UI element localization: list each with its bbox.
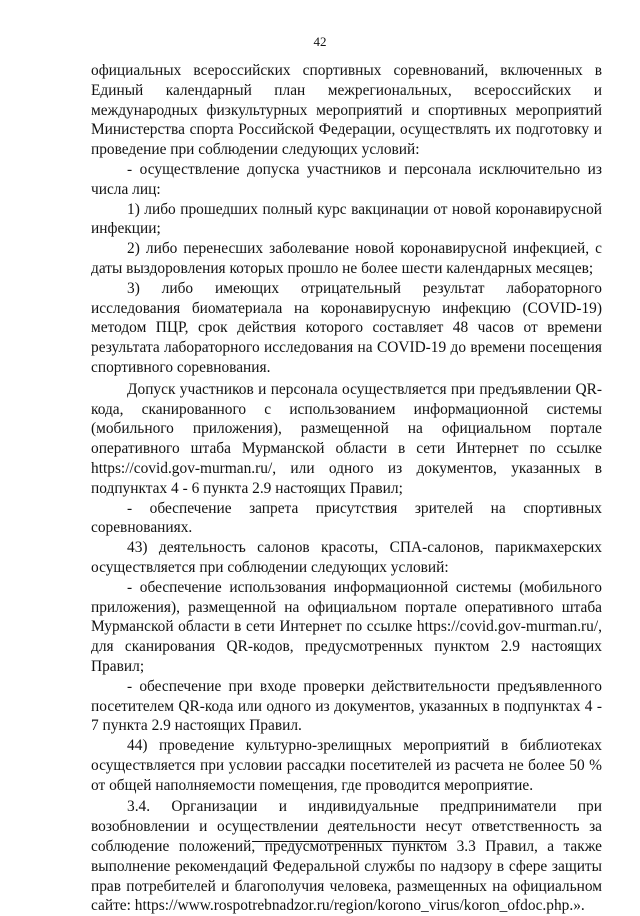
paragraph-intro: официальных всероссийских спортивных соревнований, включенных в Единый календарный план межрегиональных, всероссийских и международных физкультурных мероприятий и спортивных мероприятий Министерства спорта Российской Федерации, осуществлять их подготовку и проведение при соблюдении следующих условий: [91, 62, 602, 159]
paragraph-qr-check: - обеспечение при входе проверки действительности предъявленного посетителем QR-кода или одного из документов, указанных в подпунктах 4 - 7 пункта 2.9 настоящих Правил. [91, 677, 602, 735]
paragraph-admission-condition: - осуществление допуска участников и персонала исключительно из числа лиц: [91, 160, 602, 198]
page-number: 42 [313, 34, 327, 49]
paragraph-recovered: 2) либо перенесших заболевание новой коронавирусной инфекцией, с даты выздоровления которых прошло не более шести календарных месяцев; [91, 240, 602, 277]
paragraph-qr-admission: Допуск участников и персонала осуществляется при предъявлении QR-кода, сканированного с использованием информационной системы (мобильного приложения), размещенной на официальном портале оперативного штаба Мурманской области в сети Интернет по ссылке https://covid.gov-murman.ru/, или одного из документов, указанных в подпунктах 4 - 6 пункта 2.9 настоящих Правил; [91, 380, 602, 497]
paragraph-item-44: 44) проведение культурно-зрелищных мероприятий в библиотеках осуществляется при условии рассадки посетителей из расчета не более 50 % от общей наполняемости помещения, где проводится мероприятие. [91, 737, 602, 794]
paragraph-info-system: - обеспечение использования информационной системы (мобильного приложения), размещенной на официальном портале оперативного штаба Мурманской области в сети Интернет по ссылке https://covid.gov-murman.ru/, для сканирования QR-кодов, предусмотренных пунктом 2.9 настоящих Правил; [91, 578, 602, 675]
footer-divider [252, 841, 440, 842]
paragraph-pcr-test: 3) либо имеющих отрицательный результат лабораторного исследования биоматериала на коронавирусную инфекцию (COVID-19) методом ПЦР, срок действия которого составляет 48 часов от времени результата лабораторного исследования на COVID-19 до времени посещения спортивного соревнования. [91, 279, 602, 376]
paragraph-item-43: 43) деятельность салонов красоты, СПА-салонов, парикмахерских осуществляется при соблюдении следующих условий: [91, 539, 602, 576]
document-body [91, 61, 602, 916]
paragraph-section-3-4: 3.4. Организации и индивидуальные предприниматели при возобновлении и осуществлении деятельности несут ответственность за соблюдение положений, предусмотренных пунктом 3.3 Правил, а также выполнение рекомендаций Федеральной службы по надзору в сфере защиты прав потребителей и благополучия человека, размещенных на официальном сайте: https://www.rospotrebnadzor.ru/region/korono_virus/koron_ofdoc.php.». [91, 798, 602, 915]
paragraph-no-spectators: - обеспечение запрета присутствия зрителей на спортивных соревнованиях. [91, 499, 602, 537]
paragraph-vaccination: 1) либо прошедших полный курс вакцинации от новой коронавирусной инфекции; [91, 200, 602, 238]
